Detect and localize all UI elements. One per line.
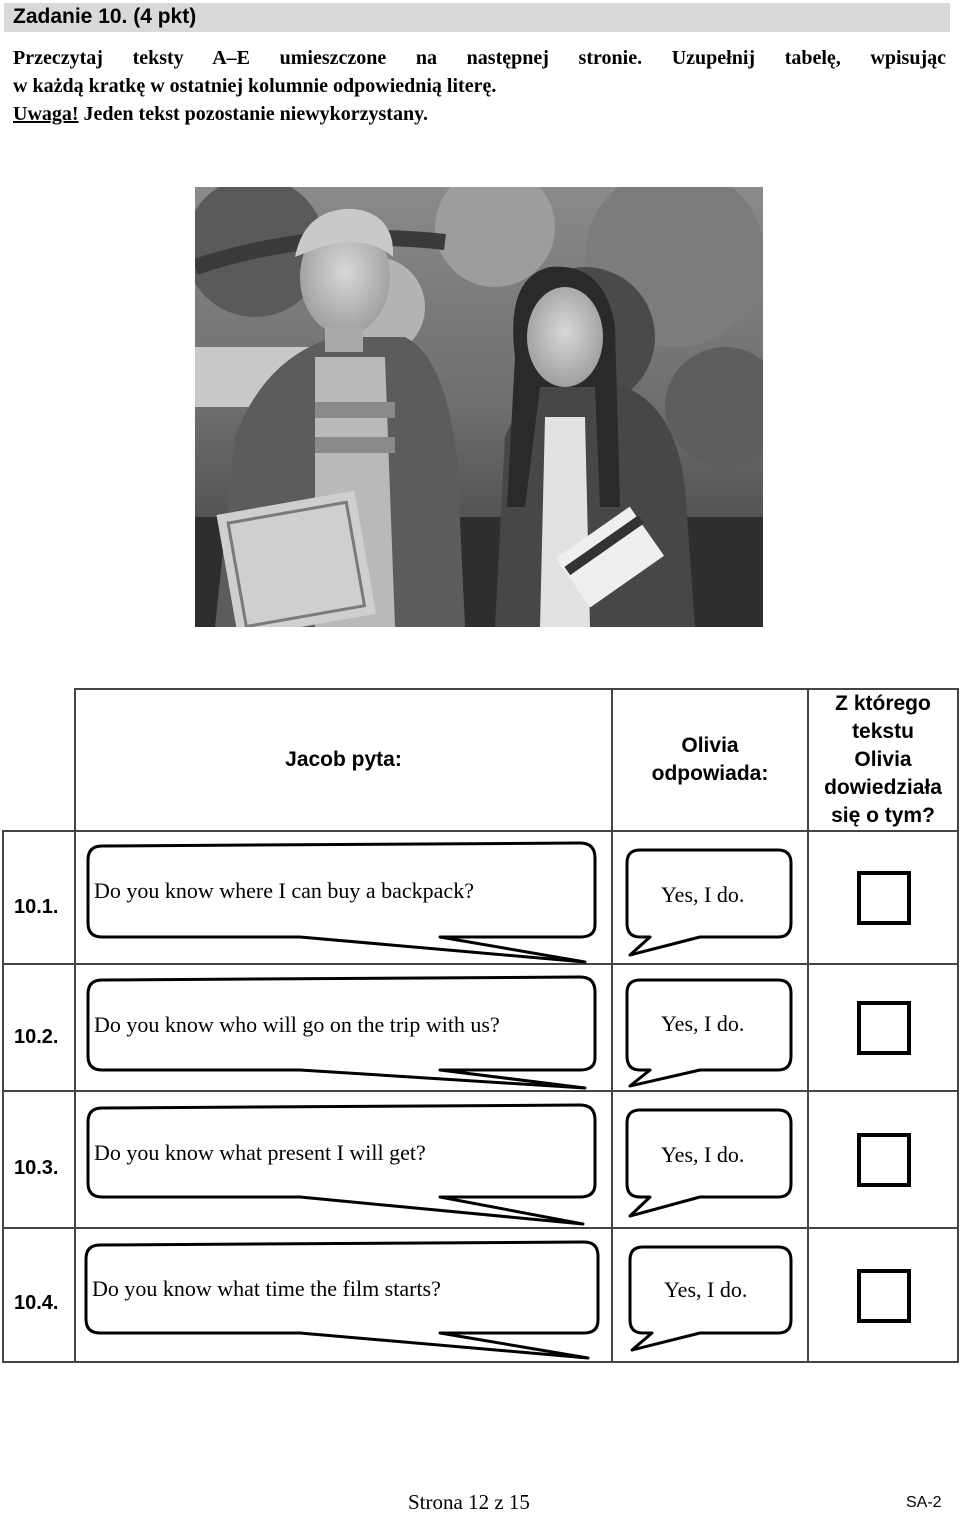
jacob-question: Do you know what time the film starts?	[92, 1276, 441, 1301]
olivia-answer: Yes, I do.	[661, 1011, 745, 1036]
warning-text: Jeden tekst pozostanie niewykorzystany.	[78, 103, 428, 125]
page-number: Strona 12 z 15	[408, 1490, 530, 1514]
header-source-line: Z którego	[835, 692, 931, 715]
header-olivia-line: odpowiada:	[651, 762, 769, 785]
answer-box[interactable]	[857, 1269, 911, 1323]
exam-code: SA-2	[906, 1494, 942, 1511]
instruction-line-1: Przeczytaj teksty A–E umieszczone na następnej stronie. Uzupełnij tabelę, wpisując	[13, 47, 946, 69]
answer-box[interactable]	[857, 1133, 911, 1187]
header-source-line: dowiedziała	[824, 776, 942, 799]
olivia-answer: Yes, I do.	[664, 1277, 748, 1302]
warning-label: Uwaga!	[13, 103, 79, 125]
header-olivia-line: Olivia	[681, 734, 739, 757]
olivia-answer: Yes, I do.	[661, 1142, 745, 1167]
header-source-line: tekstu	[852, 720, 914, 743]
instruction-line-2: w każdą kratkę w ostatniej kolumnie odpowiednią literę.	[13, 75, 497, 97]
row-number: 10.4.	[14, 1292, 59, 1314]
jacob-question: Do you know what present I will get?	[94, 1140, 426, 1165]
row-number: 10.1.	[14, 896, 59, 918]
olivia-answer: Yes, I do.	[661, 882, 745, 907]
jacob-question: Do you know who will go on the trip with us?	[94, 1012, 500, 1037]
header-jacob: Jacob pyta:	[285, 748, 402, 771]
task-title: Zadanie 10. (4 pkt)	[13, 5, 197, 28]
header-source-line: Olivia	[854, 748, 912, 771]
answer-box[interactable]	[857, 1001, 911, 1055]
row-number: 10.2.	[14, 1026, 59, 1048]
header-source-line: się o tym?	[831, 804, 935, 827]
jacob-question: Do you know where I can buy a backpack?	[94, 878, 474, 903]
row-number: 10.3.	[14, 1157, 59, 1179]
answer-box[interactable]	[857, 871, 911, 925]
